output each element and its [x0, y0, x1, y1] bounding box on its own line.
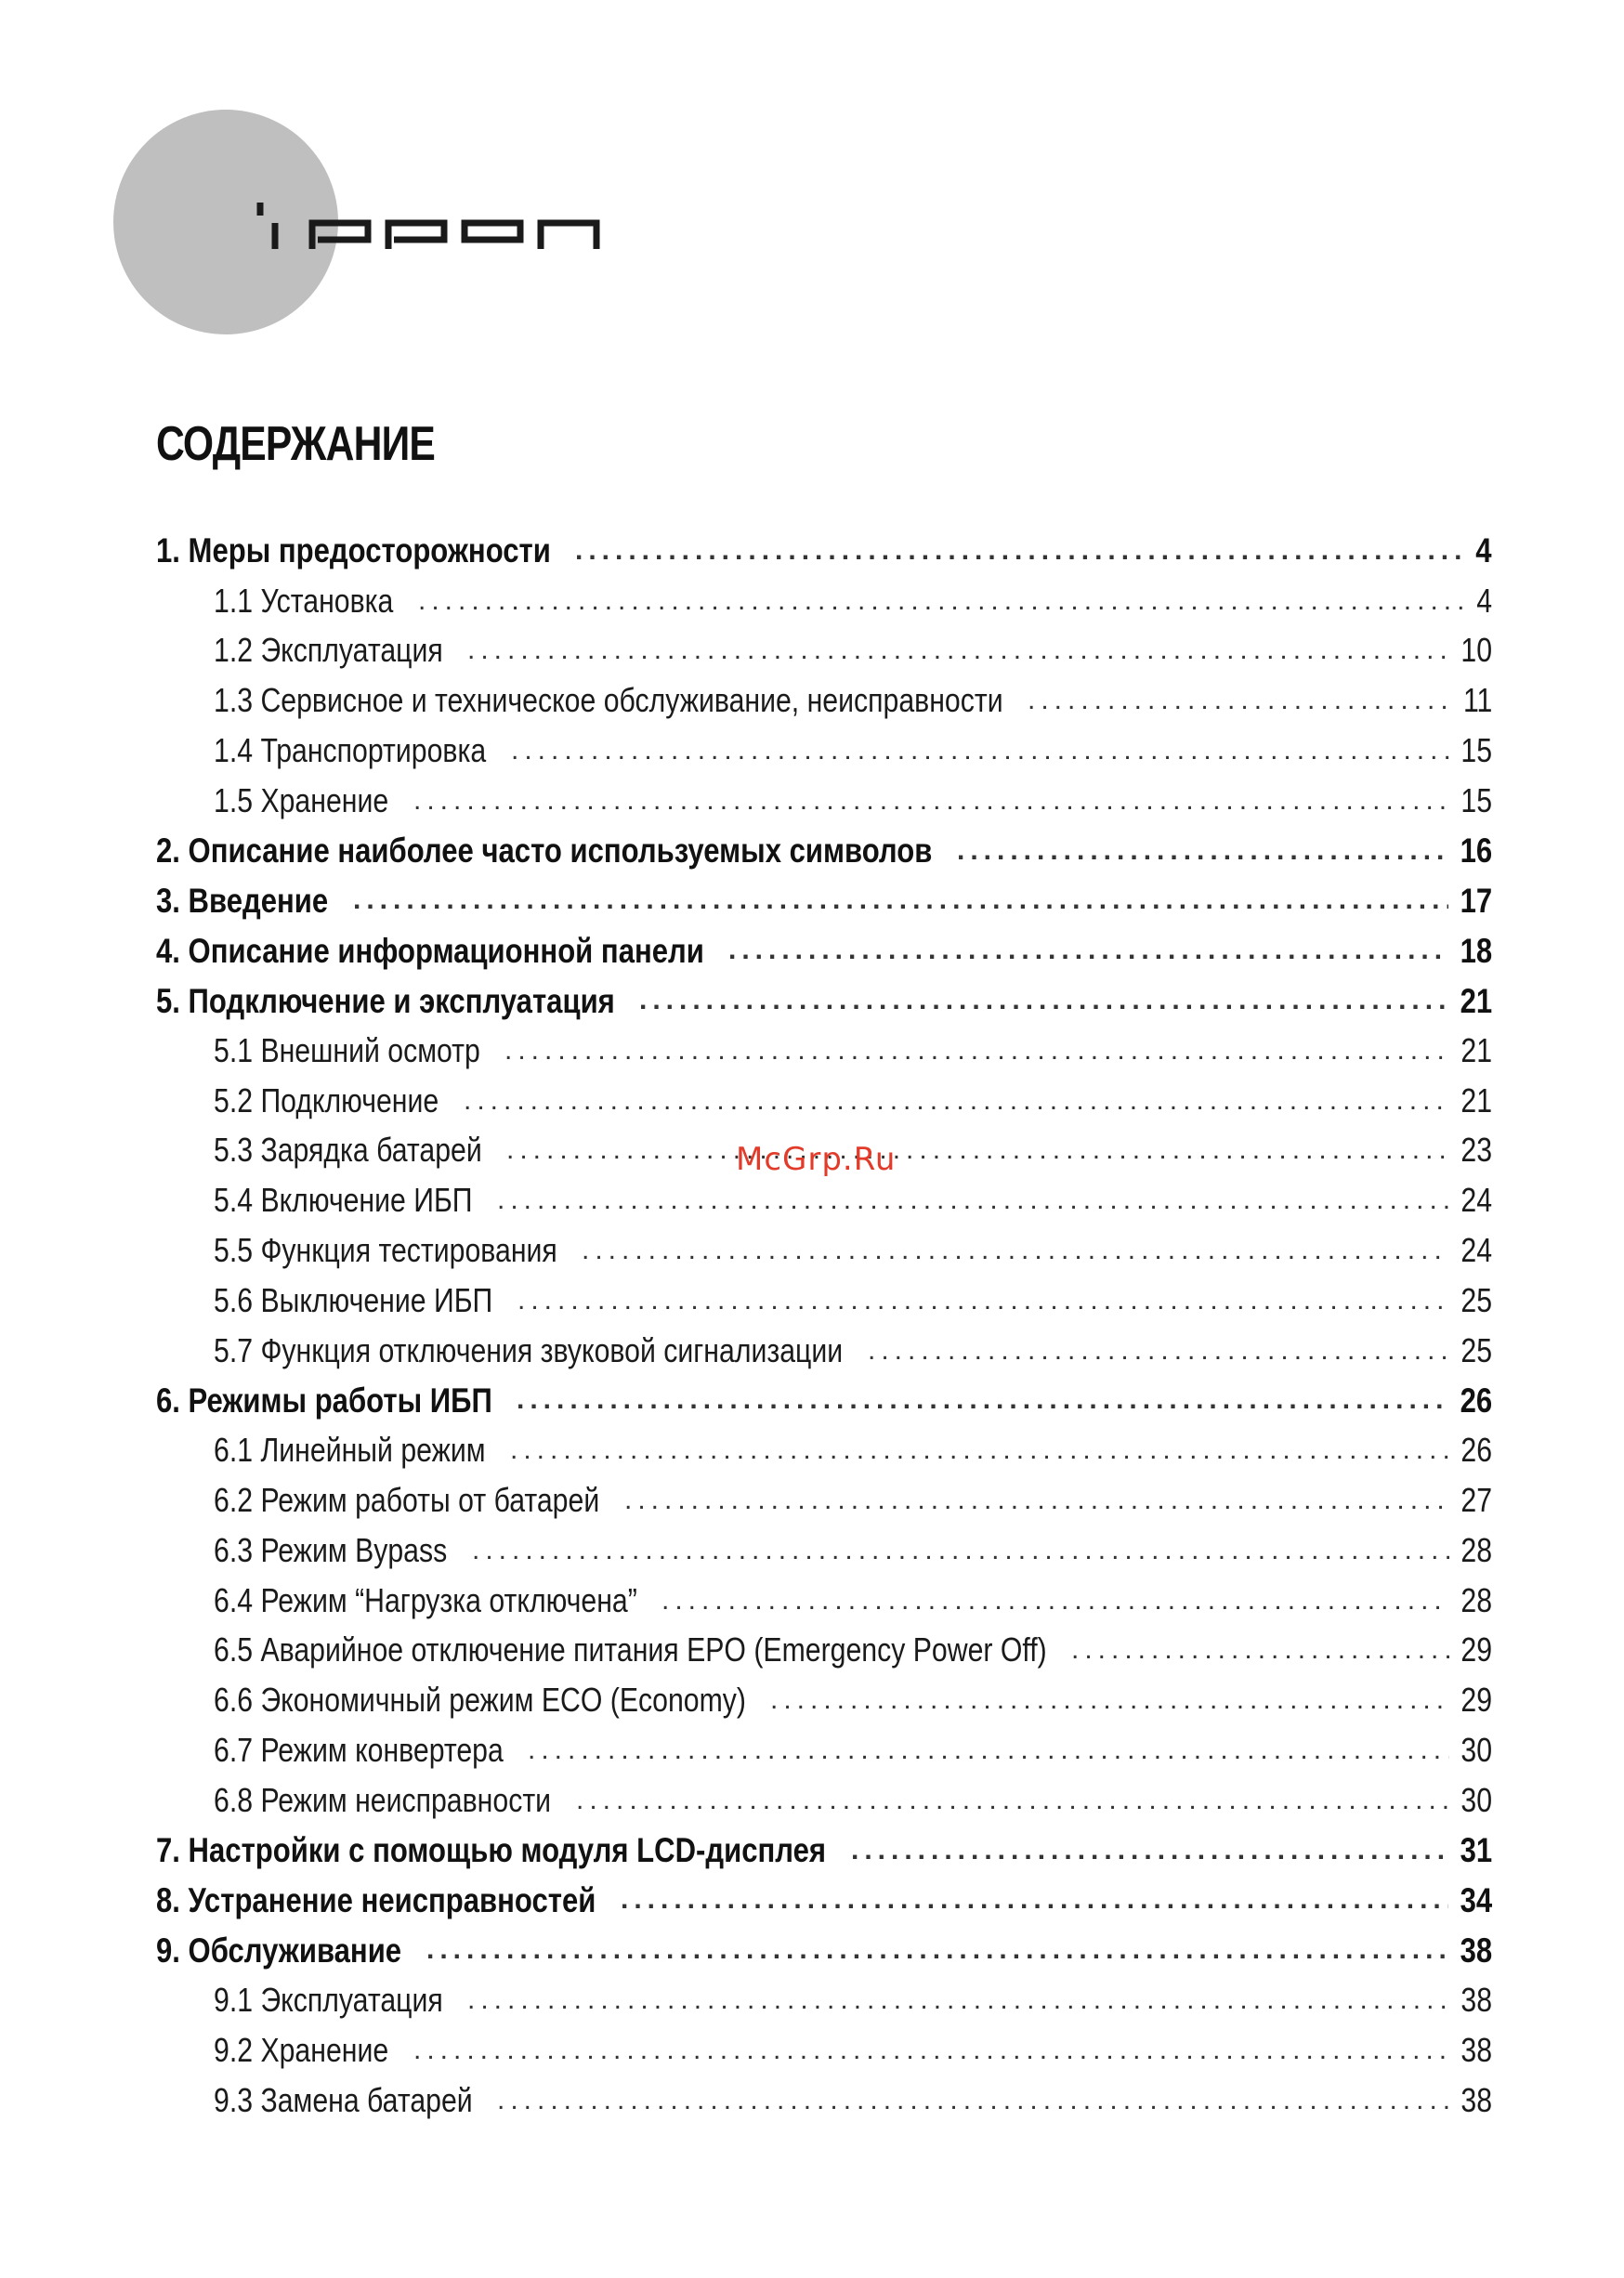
toc-entry-title: 6.4 Режим “Нагрузка отключена”	[214, 1580, 637, 1619]
toc-entry-title: 6.7 Режим конвертера	[214, 1731, 504, 1770]
toc-dot-leader	[582, 1237, 1449, 1264]
toc-entry-page: 17	[1460, 881, 1493, 920]
toc-entry[interactable]	[156, 726, 1492, 776]
toc-entry[interactable]	[156, 1826, 1492, 1876]
toc-entry-page: 31	[1460, 1831, 1493, 1870]
toc-entry[interactable]	[156, 1975, 1492, 2025]
toc-entry[interactable]	[156, 776, 1492, 826]
toc-dot-leader	[510, 1436, 1449, 1464]
toc-entry-title: 6.2 Режим работы от батарей	[214, 1481, 600, 1520]
toc-entry[interactable]	[156, 675, 1492, 726]
watermark: McGrp.Ru	[736, 1141, 897, 1178]
toc-dot-leader	[851, 1837, 1448, 1865]
toc-entry-page: 21	[1460, 1030, 1493, 1069]
toc-entry-page: 25	[1460, 1280, 1493, 1319]
toc-entry[interactable]	[156, 526, 1492, 576]
toc-dot-leader	[1071, 1636, 1449, 1664]
toc-dot-leader	[506, 1136, 1449, 1164]
toc-dot-leader	[868, 1337, 1449, 1365]
toc-entry-page: 38	[1460, 1931, 1493, 1970]
toc-entry-title: 6.6 Экономичный режим ECO (Economy)	[214, 1681, 746, 1720]
toc-entry-page: 10	[1460, 631, 1493, 670]
toc-entry-title: 9. Обслуживание	[156, 1931, 402, 1970]
toc-entry-page: 29	[1460, 1630, 1493, 1669]
toc-entry-title: 1.1 Установка	[214, 581, 394, 620]
toc-entry-page: 4	[1476, 581, 1492, 620]
toc-entry-page: 24	[1460, 1181, 1493, 1220]
toc-entry-page: 16	[1460, 831, 1493, 871]
page-title: СОДЕРЖАНИЕ	[156, 417, 436, 471]
toc-entry-title: 8. Устранение неисправностей	[156, 1880, 596, 1919]
toc-entry-title: 1.5 Хранение	[214, 780, 389, 819]
toc-entry[interactable]	[156, 1725, 1492, 1775]
toc-dot-leader	[467, 636, 1449, 664]
toc-entry-title: 5.3 Зарядка батарей	[214, 1131, 482, 1170]
toc-entry-page: 15	[1460, 731, 1493, 770]
toc-entry-title: 9.1 Эксплуатация	[214, 1981, 443, 2019]
toc-entry-page: 30	[1460, 1731, 1493, 1770]
toc-entry[interactable]	[156, 1675, 1492, 1725]
toc-dot-leader	[467, 1986, 1449, 2014]
toc-entry-title: 1. Меры предосторожности	[156, 531, 551, 570]
toc-entry-page: 27	[1460, 1481, 1493, 1520]
toc-dot-leader	[413, 787, 1449, 815]
toc-entry-title: 5.2 Подключение	[214, 1080, 439, 1119]
toc-entry[interactable]	[156, 1576, 1492, 1626]
toc-entry[interactable]	[156, 1626, 1492, 1676]
toc-dot-leader	[464, 1087, 1449, 1115]
toc-entry-page: 4	[1475, 531, 1492, 570]
toc-dot-leader	[497, 1186, 1449, 1214]
toc-entry-title: 6.3 Режим Bypass	[214, 1530, 448, 1569]
toc-dot-leader	[957, 837, 1448, 865]
toc-entry-title: 5.4 Включение ИБП	[214, 1181, 473, 1220]
toc-dot-leader	[472, 1537, 1449, 1564]
toc-entry[interactable]	[156, 1525, 1492, 1576]
toc-entry-title: 1.4 Транспортировка	[214, 731, 487, 770]
toc-entry[interactable]	[156, 876, 1492, 926]
toc-entry[interactable]	[156, 1175, 1492, 1225]
toc-dot-leader	[661, 1587, 1449, 1615]
toc-entry-page: 25	[1460, 1330, 1493, 1369]
toc-entry-page: 21	[1460, 1080, 1493, 1119]
toc-dot-leader	[504, 1037, 1449, 1065]
toc-dot-leader	[576, 1787, 1449, 1814]
toc-entry[interactable]	[156, 2075, 1492, 2126]
toc-entry-page: 18	[1460, 931, 1493, 970]
toc-entry-page: 38	[1460, 2080, 1493, 2119]
toc-entry[interactable]	[156, 1076, 1492, 1126]
toc-entry[interactable]	[156, 1026, 1492, 1076]
toc-dot-leader	[728, 936, 1448, 964]
toc-entry-title: 1.3 Сервисное и техническое обслуживание, неисправности	[214, 681, 1003, 720]
toc-entry-page: 23	[1460, 1131, 1493, 1170]
toc-entry-title: 3. Введение	[156, 881, 329, 920]
toc-dot-leader	[1028, 687, 1451, 714]
toc-entry-title: 2. Описание наиболее часто используемых символов	[156, 831, 933, 871]
toc-dot-leader	[426, 1936, 1448, 1964]
toc-entry[interactable]	[156, 1276, 1492, 1326]
toc-entry-page: 34	[1460, 1880, 1493, 1919]
toc-dot-leader	[517, 1287, 1449, 1315]
toc-entry-title: 5.1 Внешний осмотр	[214, 1030, 480, 1069]
toc-entry[interactable]	[156, 1425, 1492, 1475]
toc-dot-leader	[511, 737, 1449, 765]
toc-dot-leader	[770, 1686, 1449, 1714]
toc-entry-page: 28	[1460, 1530, 1493, 1569]
toc-entry-title: 5.5 Функция тестирования	[214, 1231, 557, 1270]
toc-dot-leader	[497, 2087, 1449, 2114]
toc-entry-title: 7. Настройки с помощью модуля LCD-дисплея	[156, 1831, 827, 1870]
toc-entry-title: 9.2 Хранение	[214, 2030, 389, 2069]
toc-entry-page: 38	[1460, 2030, 1493, 2069]
toc-dot-leader	[639, 987, 1448, 1015]
toc-entry-title: 4. Описание информационной панели	[156, 931, 704, 970]
toc-entry[interactable]	[156, 826, 1492, 876]
toc-entry-title: 6.5 Аварийное отключение питания EPO (Emergency Power Off)	[214, 1630, 1047, 1669]
toc-entry-title: 6.8 Режим неисправности	[214, 1780, 552, 1819]
toc-entry-title: 5. Подключение и эксплуатация	[156, 981, 615, 1020]
toc-entry-title: 9.3 Замена батарей	[214, 2080, 473, 2119]
toc-entry-title: 5.7 Функция отключения звуковой сигнализации	[214, 1330, 844, 1369]
toc-entry[interactable]	[156, 925, 1492, 975]
toc-entry[interactable]	[156, 1876, 1492, 1926]
toc-entry-title: 6. Режимы работы ИБП	[156, 1381, 492, 1420]
toc-entry-page: 26	[1460, 1431, 1493, 1470]
toc-entry[interactable]	[156, 1475, 1492, 1525]
toc-dot-leader	[353, 886, 1448, 914]
toc-entry[interactable]	[156, 1225, 1492, 1276]
toc-entry-page: 38	[1460, 1981, 1493, 2019]
toc-entry-page: 30	[1460, 1780, 1493, 1819]
svg-text:ippon: ippon	[256, 197, 259, 198]
toc-entry[interactable]	[156, 1925, 1492, 1975]
toc-entry[interactable]	[156, 626, 1492, 676]
toc-entry[interactable]	[156, 1376, 1492, 1426]
toc-entry[interactable]	[156, 975, 1492, 1026]
toc-entry-title: 1.2 Эксплуатация	[214, 631, 443, 670]
toc-entry[interactable]	[156, 2025, 1492, 2075]
toc-entry-title: 5.6 Выключение ИБП	[214, 1280, 493, 1319]
toc-entry-page: 26	[1460, 1381, 1493, 1420]
toc-dot-leader	[517, 1386, 1448, 1414]
toc-dot-leader	[575, 537, 1464, 565]
toc-entry-page: 28	[1460, 1580, 1493, 1619]
toc-entry[interactable]	[156, 576, 1492, 626]
toc-entry-page: 15	[1460, 780, 1493, 819]
toc-dot-leader	[621, 1886, 1448, 1914]
toc-entry-title: 6.1 Линейный режим	[214, 1431, 486, 1470]
ippon-logo	[256, 197, 621, 258]
toc-dot-leader	[413, 2036, 1449, 2064]
toc-dot-leader	[418, 587, 1465, 615]
toc-entry-page: 29	[1460, 1681, 1493, 1720]
toc-entry-page: 11	[1462, 681, 1492, 720]
toc-dot-leader	[528, 1736, 1449, 1764]
table-of-contents	[156, 526, 1492, 2126]
toc-entry[interactable]	[156, 1326, 1492, 1376]
toc-entry-page: 21	[1460, 981, 1493, 1020]
toc-entry[interactable]	[156, 1775, 1492, 1826]
toc-dot-leader	[624, 1486, 1449, 1514]
toc-entry-page: 24	[1460, 1231, 1493, 1270]
